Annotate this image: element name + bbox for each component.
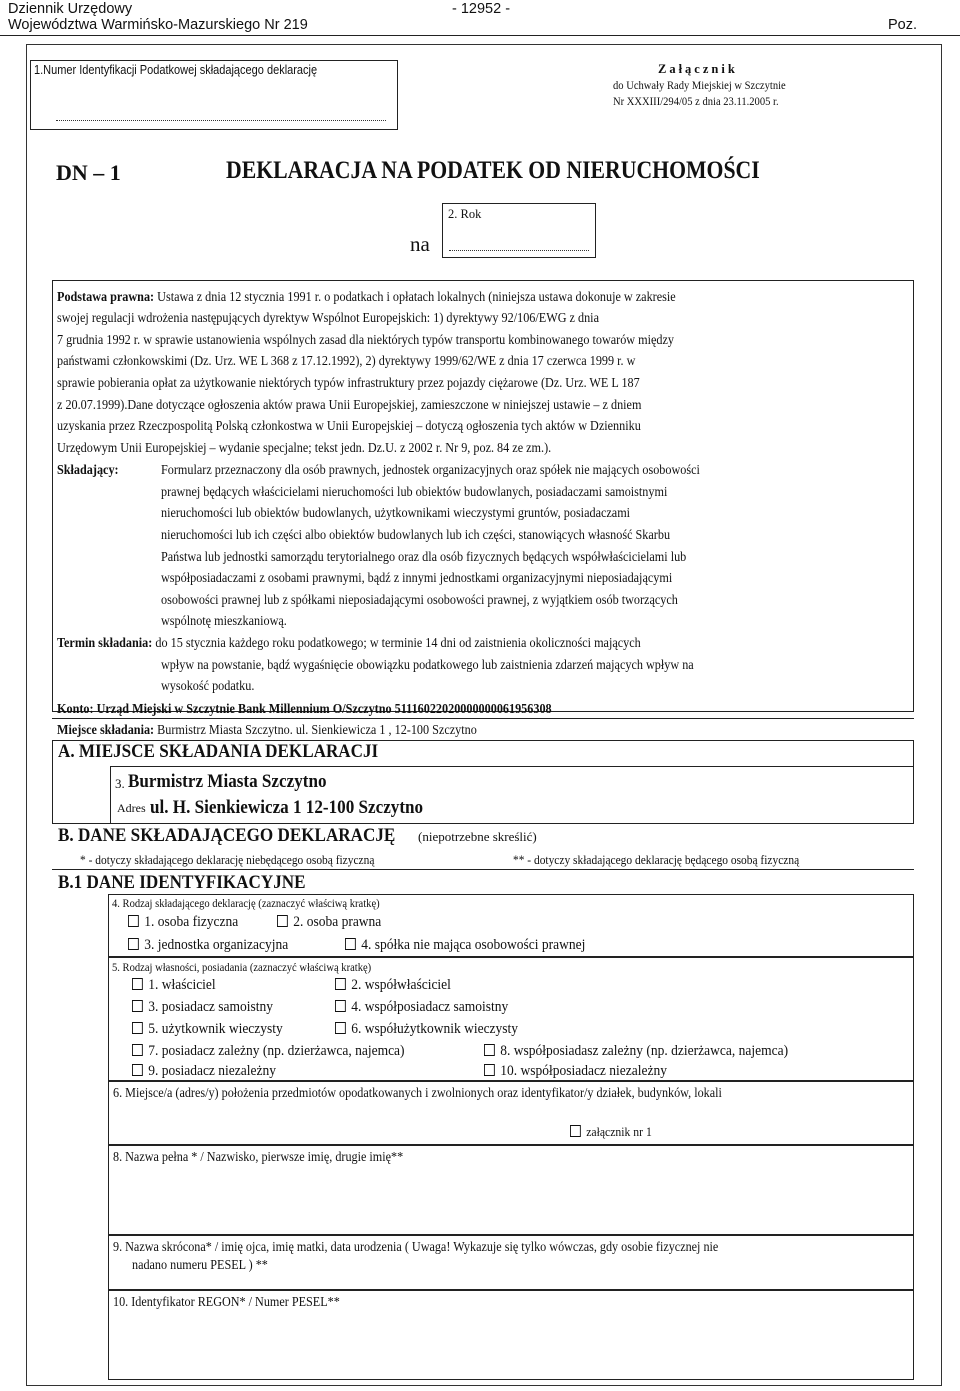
year-prefix: na xyxy=(410,232,430,256)
checkbox[interactable] xyxy=(570,1125,581,1137)
section-b-note: (niepotrzebne skreślić) xyxy=(418,829,537,844)
nip-input-line[interactable] xyxy=(56,120,386,121)
option-co-perpetual-user[interactable]: 6. współużytkownik wieczysty xyxy=(335,1021,518,1038)
journal-title: Dziennik Urzędowy xyxy=(8,1,133,17)
checkbox[interactable] xyxy=(132,1044,143,1056)
basis-text: sprawie pobierania opłat za użytkowanie niektórych typów infrastruktury przez pojazdy ciężarowe (Dz. Urz. WE L 187 xyxy=(57,376,640,391)
filer-label: Składający: xyxy=(57,463,119,478)
place-value: Burmistrz Miasta Szczytno. ul. Sienkiewicza 1 , 12-100 Szczytno xyxy=(157,723,477,738)
filer-text: osobowości prawnej lub z spółkami nieposiadającymi osobowości prawnej, z wyjątkiem osób tworzących xyxy=(161,593,678,608)
filer-text: prawnej będących właścicielami nieruchomości lub obiektów budowlanych, posiadaczami samoistnymi xyxy=(161,485,668,500)
basis-label: Podstawa prawna: xyxy=(57,290,155,305)
deadline-text: wysokość podatku. xyxy=(161,679,255,694)
checkbox[interactable] xyxy=(277,915,288,927)
filer-text: Państwa lub jednostki samorządu terytorialnego oraz dla osób fizycznych będących współwłaścicielami lub xyxy=(161,550,687,565)
nip-label: 1.Numer Identyfikacji Podatkowej składającego deklarację xyxy=(34,63,318,77)
section-b-title: B. DANE SKŁADAJĄCEGO DEKLARACJĘ xyxy=(58,825,396,846)
field3-number: 3. xyxy=(115,776,125,791)
field4-label: 4. Rodzaj składającego deklarację (zaznaczyć właściwą kratkę) xyxy=(112,896,380,910)
year-input-line[interactable] xyxy=(449,250,589,251)
checkbox[interactable] xyxy=(484,1064,495,1076)
basis-text: uzyskania przez Rzeczpospolitą Polską członkostwa w Unii Europejskiej – dotyczą ogłoszenia tych aktów w Dzienniku xyxy=(57,419,641,434)
option-dependent-possessor[interactable]: 7. posiadacz zależny (np. dzierżawca, najemca) xyxy=(132,1043,405,1060)
annex-line2: Nr XXXIII/294/05 z dnia 23.11.2005 r. xyxy=(613,94,779,108)
form-code: DN – 1 xyxy=(56,160,121,185)
place-label: Miejsce składania: xyxy=(57,723,155,738)
basis-text: Urzędowym Unii Europejskiej – wydanie specjalne; tekst jedn. Dz.U. z 2002 r. Nr 9, poz. 84 ze zm.). xyxy=(57,441,552,456)
filing-office-value: Burmistrz Miasta Szczytno xyxy=(128,771,327,792)
annex-title: Załącznik xyxy=(658,62,738,76)
filer-text: nieruchomości lub ich części albo obiektów budowlanych lub ich części, stanowiących własność Skarbu xyxy=(161,528,671,543)
option-legal-person[interactable]: 2. osoba prawna xyxy=(277,914,381,931)
filer-text: wspólnotę mieszkaniową. xyxy=(161,614,287,629)
checkbox[interactable] xyxy=(335,1022,346,1034)
address-label: Adres xyxy=(117,801,146,815)
deadline-text: do 15 stycznia każdego roku podatkowego; w terminie 14 dni od zaistnienia okoliczności mających xyxy=(155,636,641,651)
year-field[interactable] xyxy=(442,203,596,258)
basis-text: Ustawa z dnia 12 stycznia 1991 r. o podatkach i opłatach lokalnych (niniejsza ustawa dokonuje w zakresie xyxy=(157,290,676,305)
checkbox[interactable] xyxy=(132,978,143,990)
field10-label: 10. Identyfikator REGON* / Numer PESEL** xyxy=(113,1294,340,1309)
checkbox[interactable] xyxy=(335,1000,346,1012)
deadline-text: wpływ na powstanie, bądź wygaśnięcie obowiązku podatkowego lub zaistnienia zdarzeń mających wpływ na xyxy=(161,658,694,673)
option-co-non-dependent-possessor[interactable]: 10. współposiadacz niezależny xyxy=(484,1063,667,1080)
filer-text: współposiadaczami z osobami prawnymi, bądź z innymi jednostkami organizacyjnymi nieposiadającymi xyxy=(161,571,673,586)
section-b1-title: B.1 DANE IDENTYFIKACYJNE xyxy=(58,872,306,893)
field6-label: 6. Miejsce/a (adres/y) położenia przedmiotów opodatkowanych i zwolnionych oraz identyfikator/y działek, budynków, lokali xyxy=(113,1085,722,1100)
option-partnership[interactable]: 4. spółka nie mająca osobowości prawnej xyxy=(345,937,585,954)
checkbox[interactable] xyxy=(345,938,356,950)
note-natural-person: ** - dotyczy składającego deklarację będącego osobą fizyczną xyxy=(513,852,800,867)
filer-text: Formularz przeznaczony dla osób prawnych, jednostek organizacyjnych oraz spółek nie mających osobowości xyxy=(161,463,700,478)
option-organizational-unit[interactable]: 3. jednostka organizacyjna xyxy=(128,937,288,954)
journal-subtitle: Województwa Warmińsko-Mazurskiego Nr 219 xyxy=(8,17,308,33)
filer-text: nieruchomości lub obiektów budowlanych, użytkownikami wieczystymi gruntów, posiadaczami xyxy=(161,506,631,521)
option-co-possessor[interactable]: 4. współposiadacz samoistny xyxy=(335,999,508,1016)
basis-text: państwami członkowskimi (Dz. Urz. WE L 368 z 17.12.1992), 2) dyrektywy 1999/62/WE z dnia 17 czerwca 1999 r. w xyxy=(57,354,636,369)
annex-line1: do Uchwały Rady Miejskiej w Szczytnie xyxy=(613,78,786,92)
option-co-owner[interactable]: 2. współwłaściciel xyxy=(335,977,451,994)
checkbox[interactable] xyxy=(484,1044,495,1056)
field9-label-cont: nadano numeru PESEL ) ** xyxy=(132,1257,268,1272)
checkbox[interactable] xyxy=(335,978,346,990)
bank-account: Konto: Urząd Miejski w Szczytnie Bank Millennium O/Szczytno 51116022020000000061956308 xyxy=(57,702,552,717)
legal-info-box xyxy=(52,280,914,712)
nip-field[interactable] xyxy=(30,60,398,130)
option-perpetual-user[interactable]: 5. użytkownik wieczysty xyxy=(132,1021,283,1038)
checkbox[interactable] xyxy=(132,1064,143,1076)
form-title: DEKLARACJA NA PODATEK OD NIERUCHOMOŚCI xyxy=(226,157,760,184)
option-co-dependent-possessor[interactable]: 8. współposiadasz zależny (np. dzierżawca, najemca) xyxy=(484,1043,788,1060)
checkbox[interactable] xyxy=(132,1022,143,1034)
note-legal-person: * - dotyczy składającego deklarację niebędącego osobą fizyczną xyxy=(80,852,375,867)
checkbox[interactable] xyxy=(128,938,139,950)
page-number: - 12952 - xyxy=(452,1,511,17)
deadline-label: Termin składania: xyxy=(57,636,153,651)
option-independent-possessor[interactable]: 3. posiadacz samoistny xyxy=(132,999,273,1016)
section-a-title: A. MIEJSCE SKŁADANIA DEKLARACJI xyxy=(58,741,379,762)
option-natural-person[interactable]: 1. osoba fizyczna xyxy=(128,914,238,931)
account-divider xyxy=(52,718,914,719)
field8-label: 8. Nazwa pełna * / Nazwisko, pierwsze imię, drugie imię** xyxy=(113,1149,404,1164)
address-value: ul. H. Sienkiewicza 1 12-100 Szczytno xyxy=(150,797,424,818)
basis-text: z 20.07.1999).Dane dotyczące ogłoszenia aktów prawa Unii Europejskiej, zamieszczone w niniejszej ustawie – z dniem xyxy=(57,398,642,413)
field5-label: 5. Rodzaj własności, posiadania (zaznaczyć właściwą kratkę) xyxy=(112,960,372,974)
section-b-divider xyxy=(52,869,914,870)
checkbox[interactable] xyxy=(132,1000,143,1012)
checkbox[interactable] xyxy=(128,915,139,927)
field9-label: 9. Nazwa skrócona* / imię ojca, imię matki, data urodzenia ( Uwaga! Wykazuje się tylko wówczas, gdy osobie fizycznej nie xyxy=(113,1239,719,1254)
option-owner[interactable]: 1. właściciel xyxy=(132,977,216,994)
basis-text: swojej regulacji wdrożenia następujących dyrektyw Wspólnot Europejskich: 1) dyrektywy 92/106/EWG z dnia xyxy=(57,311,599,326)
year-label: 2. Rok xyxy=(448,207,482,221)
header-divider xyxy=(0,35,960,36)
position-label: Poz. xyxy=(888,17,918,33)
basis-text: 7 grudnia 1992 r. w sprawie ustanowienia wspólnych zasad dla niektórych typów transportu kombinowanego towarów między xyxy=(57,333,674,348)
attachment-1-option[interactable]: załącznik nr 1 xyxy=(570,1124,652,1140)
option-non-dependent-possessor[interactable]: 9. posiadacz niezależny xyxy=(132,1063,276,1080)
